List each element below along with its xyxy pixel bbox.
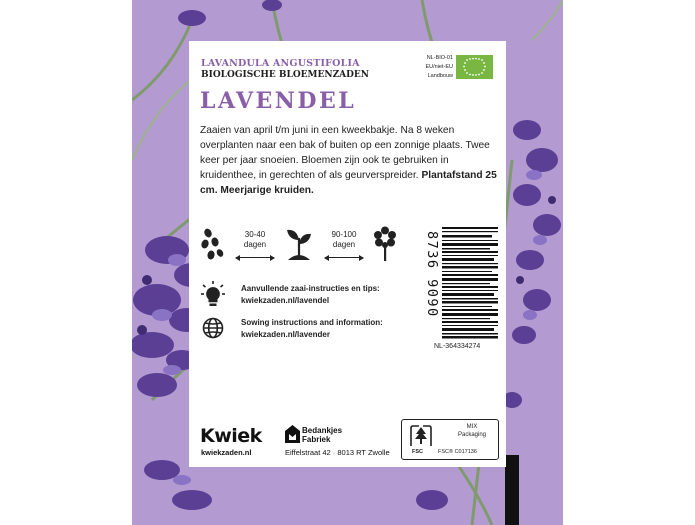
label-card: [189, 41, 506, 467]
product-title: LAVENDEL: [200, 88, 357, 114]
duration-arrow: [236, 257, 274, 258]
organic-cert-text: NL-BIO-01 EU/niet-EU Landbouw: [425, 55, 453, 79]
instructions-nl: Aanvullende zaai-instructies en tips: kwiekzaden.nl/lavendel: [241, 284, 380, 305]
barcode-digits: 8736 9090: [424, 231, 440, 318]
instructions-en: Sowing instructions and information: kwiekzaden.nl/lavender: [241, 318, 383, 339]
kwiek-logo: Kwiek: [200, 425, 262, 447]
link-en[interactable]: kwiekzaden.nl/lavender: [241, 330, 330, 339]
fsc-badge: [401, 419, 499, 460]
brand-website[interactable]: kwiekzaden.nl: [201, 448, 252, 457]
growth-duration: 90-100 dagen: [331, 230, 357, 249]
duration-arrow: [325, 257, 363, 258]
globe-icon: [202, 317, 224, 339]
fsc-mix-text: MIX Packaging: [457, 424, 487, 438]
plant-distance: Plantafstand 25 cm.: [200, 170, 497, 196]
product-category: BIOLOGISCHE BLOEMENZADEN: [201, 70, 370, 80]
producer-address: Eiffelstraat 42 · 8013 RT Zwolle: [285, 448, 390, 457]
barcode: [442, 227, 498, 339]
product-code: NL-364334274: [434, 343, 481, 350]
seeds-icon: [200, 228, 224, 262]
producer-name: Bedankjes Fabriek: [302, 426, 343, 444]
lightbulb-icon: [201, 281, 225, 307]
seedling-icon: [285, 226, 313, 260]
eu-organic-leaf-icon: [456, 55, 493, 79]
fsc-label: FSC: [412, 449, 423, 455]
germination-duration: 30-40 dagen: [243, 230, 267, 249]
latin-name: LAVANDULA ANGUSTIFOLIA: [201, 58, 360, 69]
flower-icon: [373, 226, 397, 262]
link-nl[interactable]: kwiekzaden.nl/lavendel: [241, 296, 330, 305]
packet-edge: [505, 455, 519, 525]
fsc-tree-icon: [408, 424, 434, 448]
bedankjes-fabriek-logo-icon: [285, 425, 300, 443]
fsc-code: FSC® C017136: [438, 449, 477, 455]
sowing-description: Zaaien van april t/m juni in een kweekbakje. Na 8 weken overplanten naar een bak of buiten op een zonnige plaats. Twee keer per jaar snoeien. Bloemen zijn ook te gebruiken in kruidenthee, in gerechten of als geurverspreider. Plantafstand 25 cm. Meerjarige kruiden.: [200, 125, 497, 196]
perennial-note: Meerjarige kruiden.: [220, 185, 314, 196]
